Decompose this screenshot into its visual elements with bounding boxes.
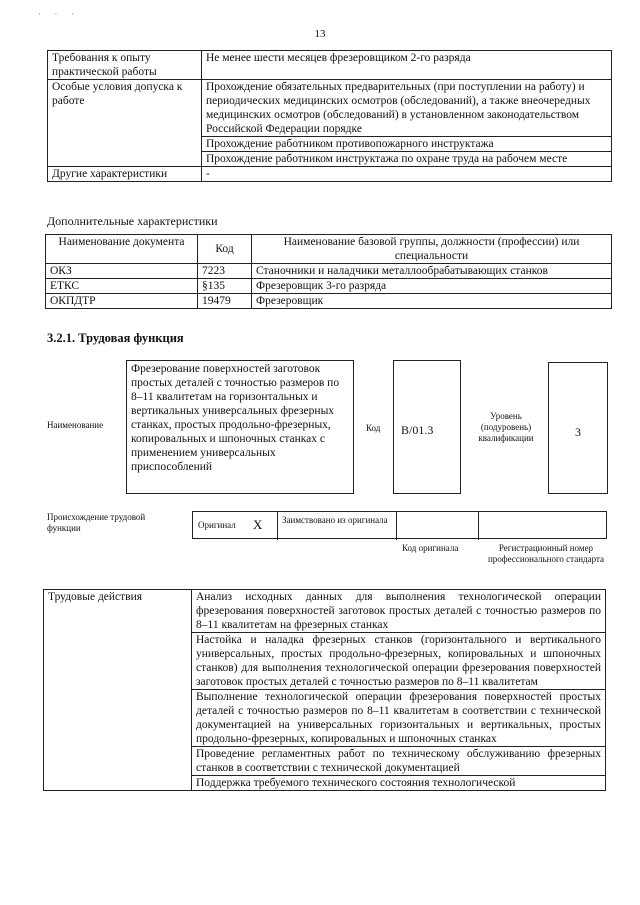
additional-title: Дополнительные характеристики bbox=[47, 214, 218, 228]
table-row bbox=[44, 590, 606, 633]
level-label: Уровень (подуровень) квалификации bbox=[478, 411, 534, 443]
table-cell: Станочники и наладчики металлообрабатывающих станков bbox=[252, 264, 612, 279]
column-header: Наименование документа bbox=[46, 235, 198, 264]
row-value: - bbox=[202, 167, 612, 182]
row-label: Особые условия допуска к работе bbox=[48, 80, 202, 167]
row-label: Требования к опыту практической работы bbox=[48, 51, 202, 80]
action-item: Проведение регламентных работ по техническому обслуживанию фрезерных станков в соответствии с технической документацией bbox=[192, 747, 606, 776]
function-name-box bbox=[126, 360, 354, 494]
table-row bbox=[48, 80, 612, 137]
borrowed-label: Заимствовано из оригинала bbox=[282, 515, 388, 525]
table-row bbox=[48, 51, 612, 80]
function-name-text: Фрезерование поверхностей заготовок простых деталей с точностью размеров по 8–11 квалитетам на горизонтальных и вертикальных универсальных фрезерных станках, простых продольно-фрезерных, копировальных и шпоночных станках с применением универсальных приспособлений bbox=[131, 363, 340, 473]
action-item: Настойка и наладка фрезерных станков (горизонтального и вертикального универсальных, простых продольно-фрезерных, копировальных и шпоночных станков) для выполнения технологической операции фрезерования поверхностей заготовок простых деталей с точностью размеров по 8–11 квалитетам bbox=[192, 633, 606, 690]
level-value-box bbox=[548, 362, 608, 494]
table-cell: ЕТКС bbox=[46, 279, 198, 294]
row-value: Прохождение работником инструктажа по охране труда на рабочем месте bbox=[202, 152, 612, 167]
row-value: Прохождение обязательных предварительных (при поступлении на работу) и периодических медицинских осмотров (обследований), а также внеочередных медицинских осмотров (обследований) в установленном законодательством Российской Федерации порядке bbox=[202, 80, 612, 137]
table-header-row bbox=[46, 235, 612, 264]
code-value-box bbox=[393, 360, 461, 494]
actions-label: Трудовые действия bbox=[44, 590, 192, 791]
cell-divider bbox=[277, 512, 278, 540]
level-value: 3 bbox=[575, 425, 581, 439]
table-row bbox=[46, 294, 612, 309]
action-item: Анализ исходных данных для выполнения технологической операции фрезерования поверхностей заготовок простых деталей с точностью размеров по 8–11 квалитетам на фрезерных станках bbox=[192, 590, 606, 633]
table-row bbox=[48, 167, 612, 182]
original-mark: X bbox=[253, 517, 263, 532]
code-original-caption: Код оригинала bbox=[402, 543, 459, 553]
name-label: Наименование bbox=[47, 420, 104, 430]
requirements-table bbox=[47, 50, 612, 182]
table-cell: ОКПДТР bbox=[46, 294, 198, 309]
row-value: Не менее шести месяцев фрезеровщиком 2-го разряда bbox=[202, 51, 612, 80]
cell-divider bbox=[396, 512, 397, 540]
table-cell: 19479 bbox=[198, 294, 252, 309]
origin-row bbox=[192, 511, 607, 539]
cell-divider bbox=[478, 512, 479, 540]
table-cell: §135 bbox=[198, 279, 252, 294]
code-value: B/01.3 bbox=[401, 423, 434, 437]
table-cell: Фрезеровщик bbox=[252, 294, 612, 309]
row-label: Другие характеристики bbox=[48, 167, 202, 182]
table-row bbox=[46, 264, 612, 279]
page-number: 13 bbox=[314, 28, 326, 40]
origin-label: Происхождение трудовой функции bbox=[47, 512, 146, 533]
reg-number-caption: Регистрационный номер профессионального стандарта bbox=[487, 543, 605, 564]
table-cell: ОКЗ bbox=[46, 264, 198, 279]
additional-table bbox=[45, 234, 612, 309]
section-title: 3.2.1. Трудовая функция bbox=[47, 331, 184, 345]
column-header: Наименование базовой группы, должности (профессии) или специальности bbox=[252, 235, 612, 264]
code-label: Код bbox=[366, 423, 381, 433]
column-header: Код bbox=[198, 235, 252, 264]
row-value: Прохождение работником противопожарного инструктажа bbox=[202, 137, 612, 152]
table-cell: Фрезеровщик 3-го разряда bbox=[252, 279, 612, 294]
action-item: Выполнение технологической операции фрезерования поверхностей простых деталей с точностью размеров по 8–11 квалитетам в соответствии с технической документацией на универсальных горизонтальных и вертикальных, простых продольно-фрезерных, копировальных и шпоночных станках bbox=[192, 690, 606, 747]
table-row bbox=[46, 279, 612, 294]
table-cell: 7223 bbox=[198, 264, 252, 279]
labor-actions-table bbox=[43, 589, 606, 791]
action-item: Поддержка требуемого технического состояния технологической bbox=[192, 776, 606, 791]
original-label: Оригинал bbox=[198, 520, 236, 530]
scan-specks: · · · bbox=[38, 10, 80, 19]
